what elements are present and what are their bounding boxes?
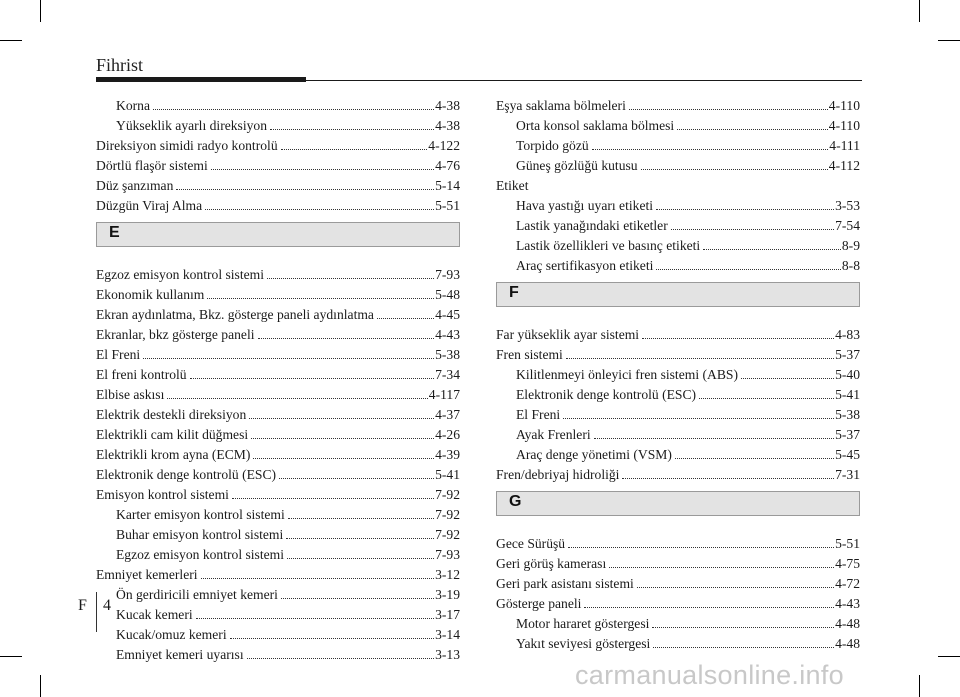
- section-header-f: [496, 282, 860, 307]
- dot-leader: [211, 169, 434, 170]
- entry-page-ref: 7-93: [435, 267, 460, 282]
- page-title: Fihrist: [96, 55, 144, 75]
- entry-label: Güneş gözlüğü kutusu: [516, 158, 638, 173]
- dot-leader: [568, 547, 834, 548]
- dot-leader: [671, 229, 834, 230]
- index-entry: [496, 345, 860, 365]
- entry-label: Düzgün Viraj Alma: [96, 198, 203, 213]
- entry-label: Kucak/omuz kemeri: [116, 627, 227, 642]
- index-entry: [96, 505, 460, 525]
- dot-leader: [652, 627, 834, 628]
- entry-label: Ön gerdiricili emniyet kemeri: [116, 587, 278, 602]
- crop-mark: [40, 675, 41, 697]
- entry-page-ref: 7-92: [435, 507, 460, 522]
- entry-label: Etiket: [496, 178, 529, 193]
- entry-page-ref: 4-43: [435, 327, 460, 342]
- dot-leader: [270, 129, 434, 130]
- entry-label: Elektronik denge kontrolü (ESC): [516, 387, 697, 402]
- entry-label: Emniyet kemeri uyarısı: [116, 647, 244, 662]
- dot-leader: [377, 318, 434, 319]
- entry-page-ref: 8-8: [841, 258, 860, 273]
- crop-mark: [0, 40, 22, 41]
- entry-page-ref: 5-38: [435, 347, 460, 362]
- dot-leader: [167, 398, 427, 399]
- index-entry: [96, 136, 460, 156]
- index-entry: [96, 116, 460, 136]
- entry-page-ref: 4-76: [435, 158, 460, 173]
- dot-leader: [196, 618, 434, 619]
- crop-mark: [40, 0, 41, 22]
- entry-page-ref: 5-37: [835, 347, 860, 362]
- index-entry: [496, 574, 860, 594]
- entry-label: Torpido gözü: [516, 138, 589, 153]
- dot-leader: [622, 478, 834, 479]
- dot-leader: [251, 438, 434, 439]
- entry-page-ref: 4-83: [835, 327, 860, 342]
- watermark-text: carmanualsonline.info: [575, 660, 844, 690]
- index-entry: [496, 96, 860, 116]
- index-entry: [96, 325, 460, 345]
- entry-label: Far yükseklik ayar sistemi: [496, 327, 640, 342]
- entry-label: Elektrikli krom ayna (ECM): [96, 447, 251, 462]
- dot-leader: [703, 249, 841, 250]
- index-entry: [496, 614, 860, 634]
- section-header-e: [96, 222, 460, 247]
- entry-page-ref: 4-72: [835, 576, 860, 591]
- entry-page-ref: 5-37: [835, 427, 860, 442]
- dot-leader: [699, 398, 834, 399]
- index-entry: [96, 365, 460, 385]
- entry-label: Eşya saklama bölmeleri: [496, 98, 626, 113]
- entry-label: Emisyon kontrol sistemi: [96, 487, 229, 502]
- index-entry: [496, 385, 860, 405]
- entry-label: Yakıt seviyesi göstergesi: [516, 636, 651, 651]
- dot-leader: [584, 607, 834, 608]
- entry-label: Elbise askısı: [96, 387, 165, 402]
- entry-label: Fren/debriyaj hidroliği: [496, 467, 620, 482]
- entry-page-ref: 4-43: [835, 596, 860, 611]
- dot-leader: [201, 578, 435, 579]
- index-entry: [496, 445, 860, 465]
- dot-leader: [176, 189, 434, 190]
- entry-page-ref: 7-31: [835, 467, 860, 482]
- entry-page-ref: 7-54: [835, 218, 860, 233]
- entry-label: Elektrik destekli direksiyon: [96, 407, 247, 422]
- index-entry: [96, 176, 460, 196]
- index-entry: [496, 176, 860, 196]
- entry-label: Direksiyon simidi radyo kontrolü: [96, 138, 278, 153]
- entry-page-ref: 7-92: [435, 487, 460, 502]
- index-entry: [496, 634, 860, 654]
- index-entry: [96, 265, 460, 285]
- dot-leader: [288, 518, 434, 519]
- entry-page-ref: 3-19: [435, 587, 460, 602]
- entry-page-ref: 5-48: [435, 287, 460, 302]
- index-entry: [496, 465, 860, 485]
- index-entry: [96, 385, 460, 405]
- entry-label: Dörtlü flaşör sistemi: [96, 158, 208, 173]
- footer-section-letter: F: [78, 597, 87, 614]
- entry-page-ref: 7-93: [435, 547, 460, 562]
- index-entry: [496, 325, 860, 345]
- entry-label: Ekran aydınlatma, Bkz. gösterge paneli aydınlatma: [96, 307, 374, 322]
- entry-label: Karter emisyon kontrol sistemi: [116, 507, 285, 522]
- index-entry: [96, 605, 460, 625]
- entry-label: Yükseklik ayarlı direksiyon: [116, 118, 268, 133]
- index-entry: [96, 405, 460, 425]
- entry-page-ref: 5-40: [835, 367, 860, 382]
- entry-page-ref: 5-14: [435, 178, 460, 193]
- index-entry: [496, 156, 860, 176]
- dot-leader: [249, 418, 434, 419]
- entry-label: Gece Sürüşü: [496, 536, 566, 551]
- entry-page-ref: 8-9: [841, 238, 860, 253]
- dot-leader: [641, 169, 828, 170]
- entry-label: Kucak kemeri: [116, 607, 193, 622]
- dot-leader: [205, 209, 434, 210]
- index-entry: [96, 465, 460, 485]
- section-letter: F: [509, 284, 519, 301]
- entry-page-ref: 5-38: [835, 407, 860, 422]
- crop-mark: [919, 0, 920, 22]
- entry-label: Lastik özellikleri ve basınç etiketi: [516, 238, 701, 253]
- index-entry: [496, 196, 860, 216]
- dot-leader: [143, 358, 434, 359]
- index-entry: [496, 594, 860, 614]
- entry-label: Fren sistemi: [496, 347, 563, 362]
- index-entry: [496, 554, 860, 574]
- entry-page-ref: 4-75: [835, 556, 860, 571]
- entry-label: Motor hararet göstergesi: [516, 616, 650, 631]
- entry-label: El Freni: [96, 347, 141, 362]
- index-entry: [96, 445, 460, 465]
- entry-label: Korna: [116, 98, 150, 113]
- dot-leader: [281, 598, 434, 599]
- index-column-left: [96, 96, 460, 665]
- index-column-right: [496, 96, 860, 654]
- index-entry: [496, 365, 860, 385]
- entry-page-ref: 5-51: [835, 536, 860, 551]
- index-entry-list: [96, 96, 460, 216]
- entry-page-ref: 4-122: [428, 138, 460, 153]
- entry-page-ref: 4-110: [828, 118, 860, 133]
- entry-label: Emniyet kemerleri: [96, 567, 198, 582]
- dot-leader: [230, 638, 434, 639]
- entry-page-ref: 7-92: [435, 527, 460, 542]
- index-entry: [496, 136, 860, 156]
- entry-page-ref: 4-45: [435, 307, 460, 322]
- dot-leader: [232, 498, 434, 499]
- entry-label: Geri park asistanı sistemi: [496, 576, 634, 591]
- entry-page-ref: 5-45: [835, 447, 860, 462]
- entry-page-ref: 4-111: [829, 138, 860, 153]
- index-entry: [96, 196, 460, 216]
- entry-label: Orta konsol saklama bölmesi: [516, 118, 675, 133]
- crop-mark: [919, 675, 920, 697]
- entry-page-ref: 3-13: [435, 647, 460, 662]
- index-entry: [96, 305, 460, 325]
- entry-page-ref: 3-14: [435, 627, 460, 642]
- dot-leader: [642, 338, 834, 339]
- dot-leader: [253, 458, 434, 459]
- index-entry-list: [496, 96, 860, 276]
- entry-label: Lastik yanağındaki etiketler: [516, 218, 668, 233]
- index-entry-list: [496, 534, 860, 654]
- index-entry: [496, 425, 860, 445]
- entry-label: El freni kontrolü: [96, 367, 187, 382]
- dot-leader: [566, 358, 834, 359]
- entry-label: Araç sertifikasyon etiketi: [516, 258, 654, 273]
- crop-mark: [938, 40, 960, 41]
- crop-mark: [0, 656, 22, 657]
- dot-leader: [279, 478, 434, 479]
- dot-leader: [656, 269, 840, 270]
- entry-label: Hava yastığı uyarı etiketi: [516, 198, 654, 213]
- entry-label: Elektronik denge kontrolü (ESC): [96, 467, 277, 482]
- entry-page-ref: 3-12: [435, 567, 460, 582]
- header-rule-thin: [306, 80, 862, 81]
- entry-page-ref: 4-39: [435, 447, 460, 462]
- index-entry-list: [496, 325, 860, 485]
- entry-page-ref: 4-26: [435, 427, 460, 442]
- entry-page-ref: 4-112: [828, 158, 860, 173]
- index-entry-list: [96, 265, 460, 665]
- entry-page-ref: 4-48: [835, 636, 860, 651]
- index-entry: [96, 645, 460, 665]
- index-entry: [496, 534, 860, 554]
- entry-label: Elektrikli cam kilit düğmesi: [96, 427, 249, 442]
- dot-leader: [287, 558, 434, 559]
- entry-page-ref: 3-53: [835, 198, 860, 213]
- dot-leader: [741, 378, 834, 379]
- dot-leader: [629, 109, 828, 110]
- index-entry: [496, 236, 860, 256]
- dot-leader: [592, 149, 829, 150]
- entry-page-ref: 4-37: [435, 407, 460, 422]
- dot-leader: [153, 109, 434, 110]
- index-entry: [96, 345, 460, 365]
- entry-label: Geri görüş kamerası: [496, 556, 607, 571]
- entry-page-ref: 4-38: [435, 98, 460, 113]
- entry-label: Buhar emisyon kontrol sistemi: [116, 527, 284, 542]
- index-entry: [96, 96, 460, 116]
- dot-leader: [637, 587, 834, 588]
- entry-label: Ekonomik kullanım: [96, 287, 205, 302]
- entry-page-ref: 5-41: [835, 387, 860, 402]
- section-header-g: [496, 491, 860, 516]
- dot-leader: [247, 658, 434, 659]
- dot-leader: [594, 438, 834, 439]
- entry-page-ref: 4-38: [435, 118, 460, 133]
- footer-page-number: 4: [103, 597, 111, 614]
- dot-leader: [207, 298, 434, 299]
- section-letter: G: [509, 493, 522, 510]
- index-entry: [96, 565, 460, 585]
- index-entry: [96, 545, 460, 565]
- dot-leader: [258, 338, 435, 339]
- entry-page-ref: 7-34: [435, 367, 460, 382]
- entry-label: Kilitlenmeyi önleyici fren sistemi (ABS): [516, 367, 738, 382]
- entry-page-ref: 3-17: [435, 607, 460, 622]
- dot-leader: [267, 278, 434, 279]
- dot-leader: [653, 647, 834, 648]
- index-entry: [96, 485, 460, 505]
- index-entry: [496, 405, 860, 425]
- entry-label: Gösterge paneli: [496, 596, 582, 611]
- dot-leader: [675, 458, 834, 459]
- index-entry: [96, 525, 460, 545]
- dot-leader: [609, 567, 834, 568]
- index-entry: [496, 116, 860, 136]
- entry-label: Egzoz emisyon kontrol sistemi: [116, 547, 285, 562]
- entry-label: El Freni: [516, 407, 561, 422]
- entry-page-ref: 4-48: [835, 616, 860, 631]
- dot-leader: [563, 418, 834, 419]
- index-entry: [496, 256, 860, 276]
- entry-label: Egzoz emisyon kontrol sistemi: [96, 267, 265, 282]
- dot-leader: [286, 538, 434, 539]
- crop-mark: [938, 656, 960, 657]
- index-entry: [496, 216, 860, 236]
- index-entry: [96, 585, 460, 605]
- dot-leader: [656, 209, 834, 210]
- entry-label: Ekranlar, bkz gösterge paneli: [96, 327, 255, 342]
- entry-label: Araç denge yönetimi (VSM): [516, 447, 672, 462]
- index-entry: [96, 156, 460, 176]
- header-rule-thick: [96, 77, 306, 82]
- entry-page-ref: 5-41: [435, 467, 460, 482]
- index-entry: [96, 425, 460, 445]
- entry-page-ref: 5-51: [435, 198, 460, 213]
- index-entry: [96, 285, 460, 305]
- entry-page-ref: 4-110: [828, 98, 860, 113]
- section-letter: E: [109, 224, 120, 241]
- entry-page-ref: 4-117: [428, 387, 460, 402]
- footer-separator: [96, 592, 97, 632]
- index-entry: [96, 625, 460, 645]
- dot-leader: [190, 378, 434, 379]
- dot-leader: [677, 129, 828, 130]
- dot-leader: [281, 149, 428, 150]
- entry-label: Ayak Frenleri: [516, 427, 591, 442]
- entry-label: Düz şanzıman: [96, 178, 174, 193]
